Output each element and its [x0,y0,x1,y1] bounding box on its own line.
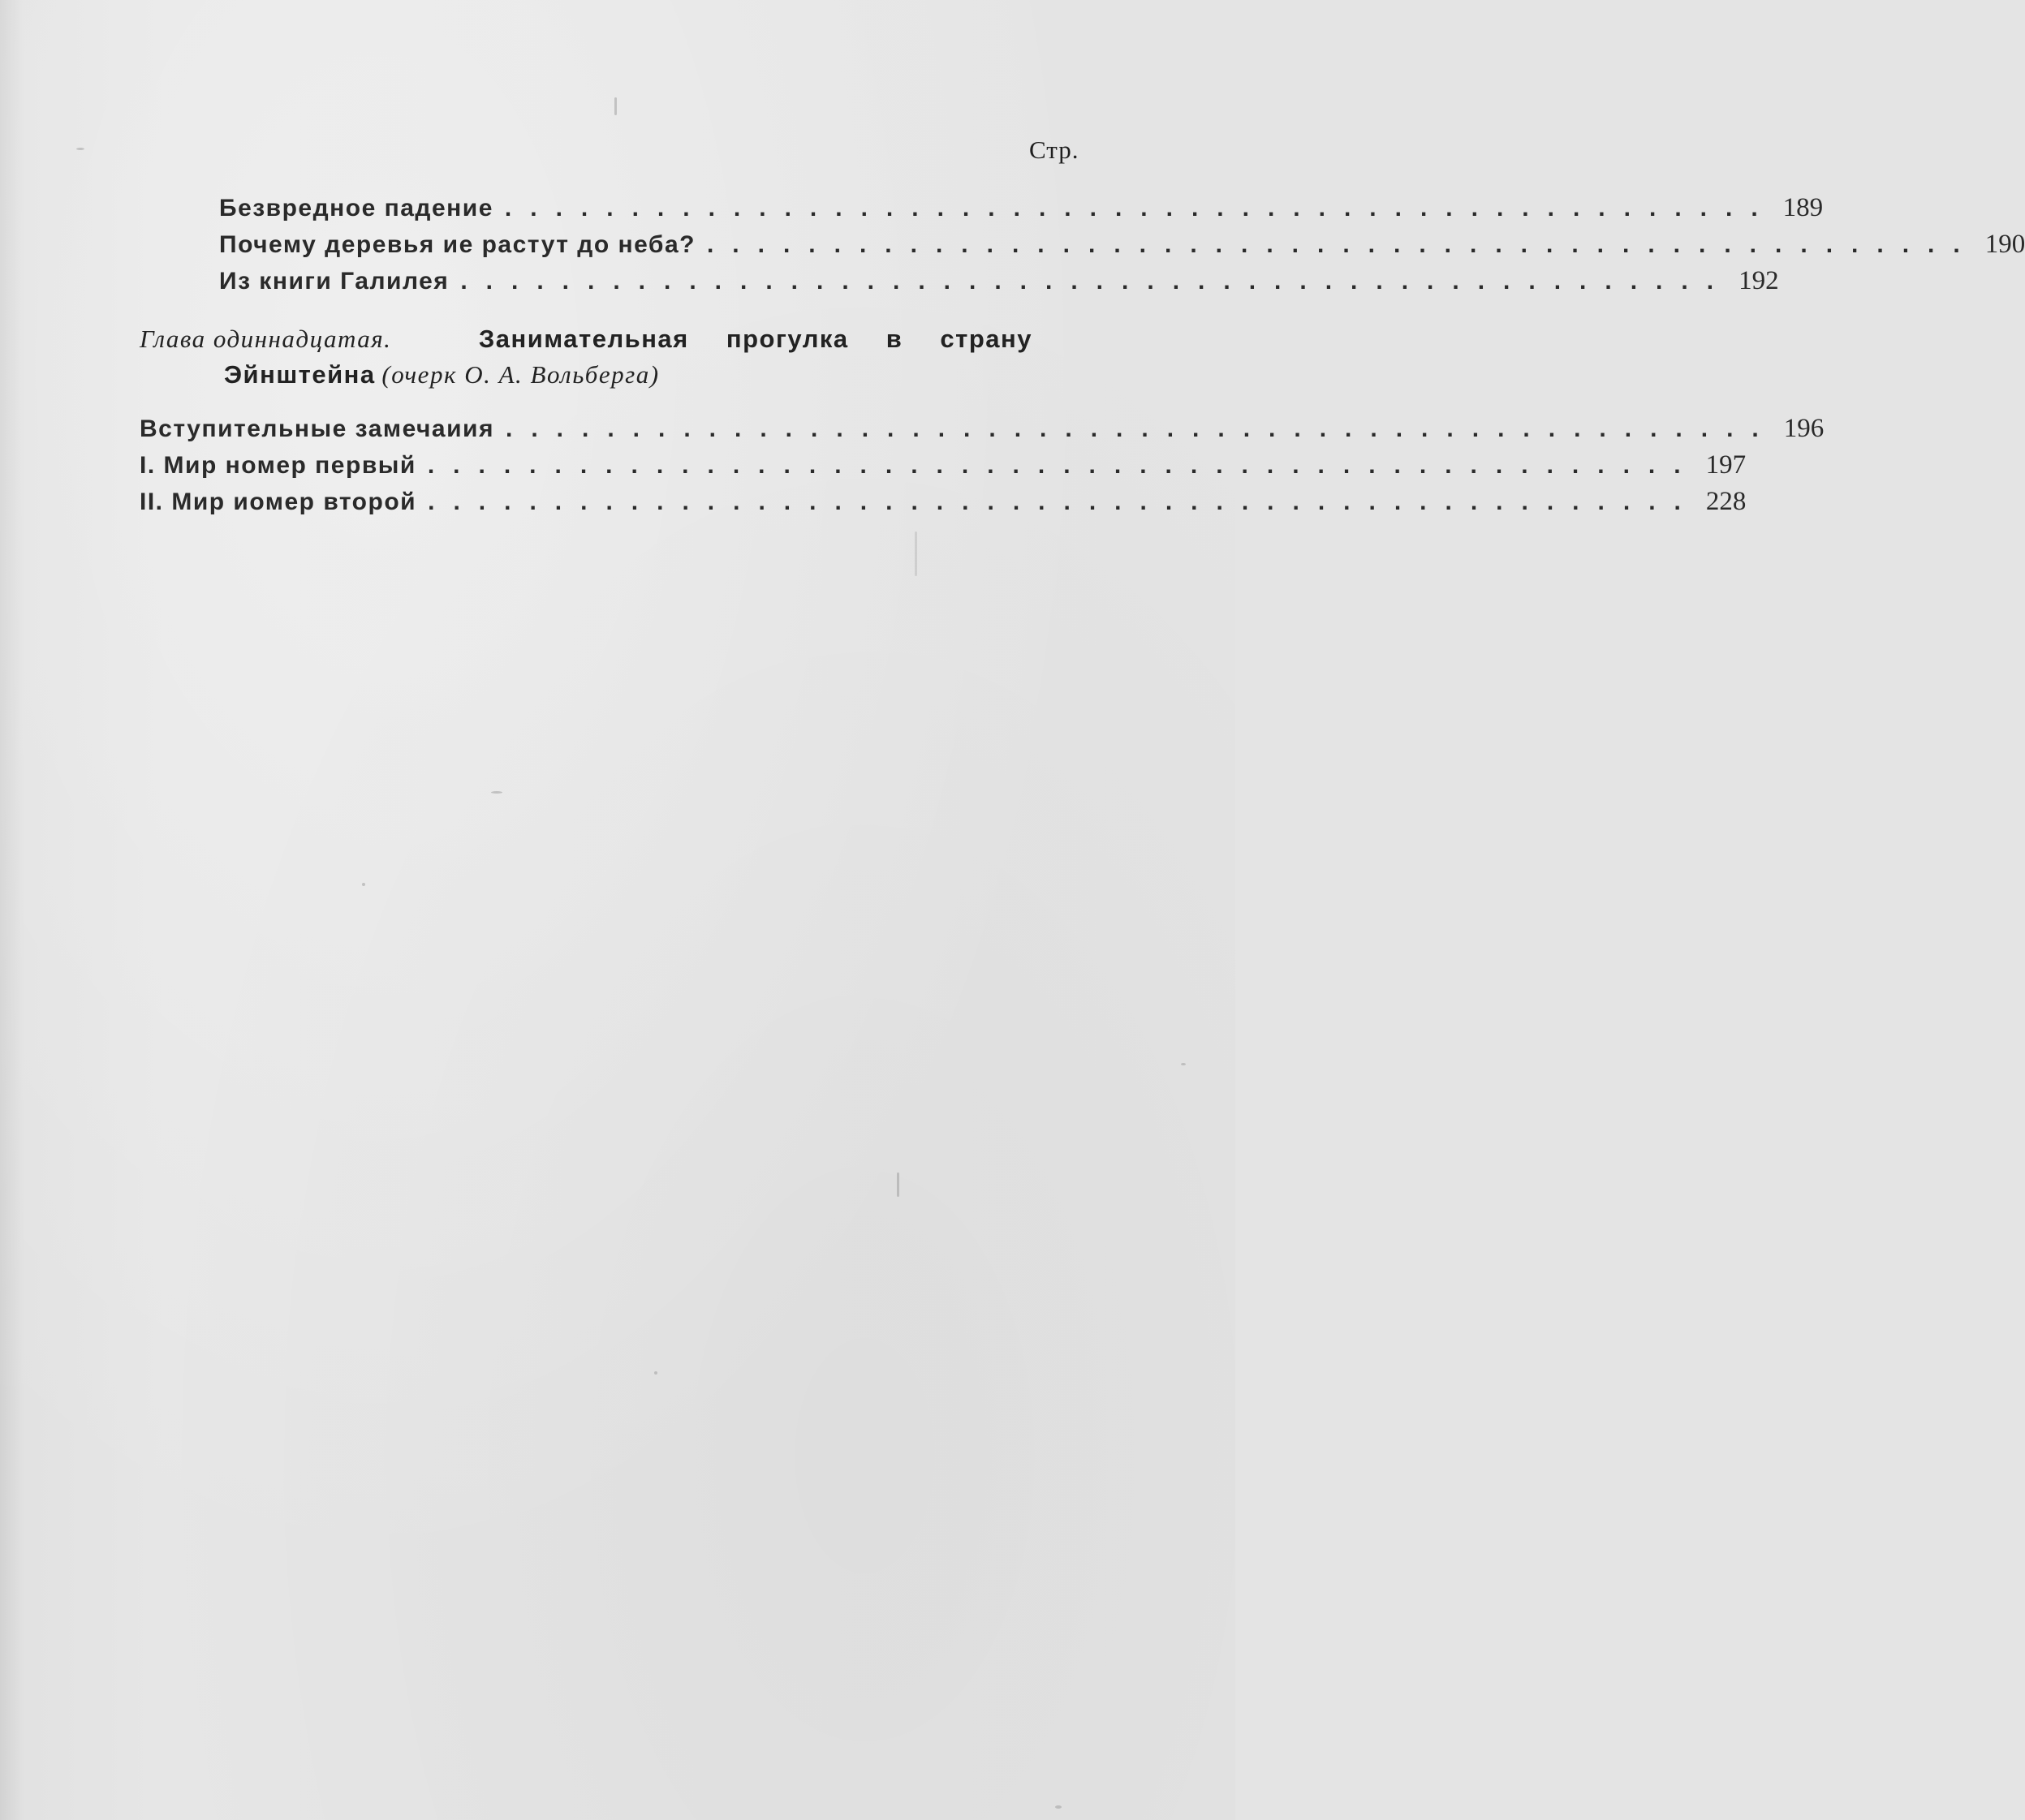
paper-speck [1181,1063,1186,1065]
dot-leader: .................................................. [460,268,1733,295]
chapter-heading [140,321,1032,393]
toc-entry-title: I. Мир номер первый [140,452,416,479]
paper-speck [1055,1805,1062,1809]
dot-leader: .................................................. [504,195,1777,222]
toc-entry [140,450,1747,480]
toc-entry-page: 197 [1705,450,1747,480]
paper-speck [897,1172,899,1197]
toc-entry-page: 192 [1738,266,1779,295]
toc-entry-title: Вступительные замечаиия [140,415,494,442]
toc-entry [219,266,1779,296]
toc-entry-page: 196 [1783,414,1825,443]
toc-entry [219,193,1824,223]
toc-entry-page: 190 [1984,230,2025,259]
dot-leader: .................................................. [706,231,1979,258]
toc-entry [140,414,1825,444]
paper-speck [614,97,617,115]
toc-entry-page: 189 [1782,193,1824,222]
toc-entry-title: Безвредное падение [219,195,493,222]
chapter-author-note: (очерк О. А. Вольберга) [381,360,660,389]
toc-entry-title: II. Мир иомер второй [140,488,417,515]
dot-leader: .................................................. [506,415,1777,442]
paper-speck [491,791,502,794]
dot-leader: .................................................. [427,452,1700,479]
toc-entry-title: Из книги Галилея [219,268,450,295]
toc-entry [140,487,1747,517]
paper-speck [362,883,365,886]
paper-speck [76,148,84,150]
toc-entry [219,230,2025,260]
toc-entry-page: 228 [1705,487,1747,516]
page-column-label: Стр. [1029,136,1079,164]
dot-leader: .................................................. [428,488,1700,515]
chapter-title-part2: Эйнштейна [224,360,376,389]
chapter-title-part1: Занимательная прогулка в страну [478,325,1032,353]
toc-entry-title: Почему деревья ие растут до неба? [219,231,696,258]
paper-speck [654,1371,657,1375]
paper-speck [915,531,917,576]
chapter-label: Глава одиннадцатая. [140,325,392,353]
